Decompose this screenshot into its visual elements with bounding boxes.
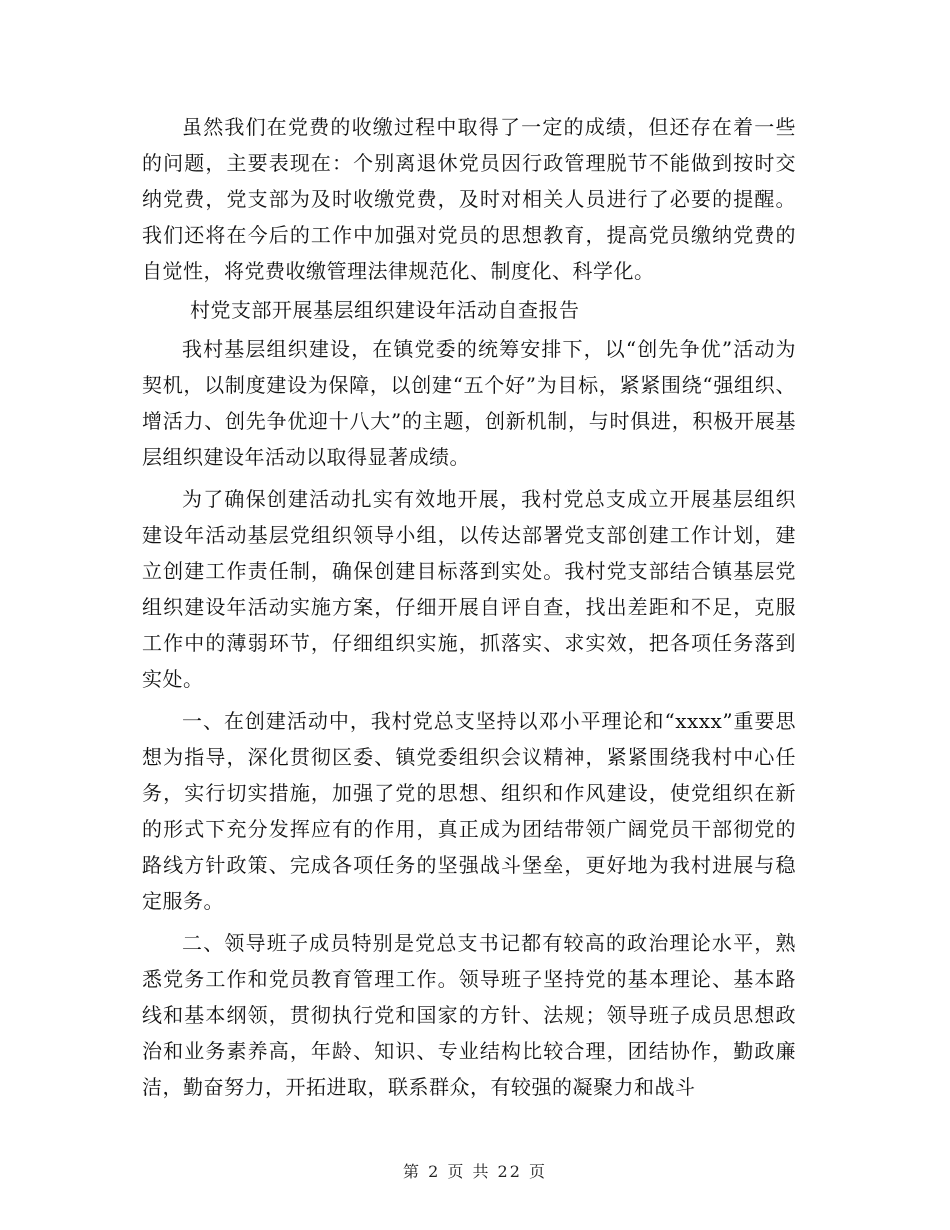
paragraph-item-two: 二、领导班子成员特别是党总支书记都有较高的政治理论水平，熟悉党务工作和党员教育管理工作。领导班子坚持党的基本理论、基本路线和基本纲领，贯彻执行党和国家的方针、法规；领导班子成员思想政治和业务素养高，年龄、知识、专业结构比较合理，团结协作，勤政廉洁，勤奋努力，开拓进取，联系群众，有较强的凝聚力和战斗 — [142, 931, 796, 1099]
paragraph-party-fee-issues: 虽然我们在党费的收缴过程中取得了一定的成绩，但还存在着一些的问题，主要表现在：个别离退休党员因行政管理脱节不能做到按时交纳党费，党支部为及时收缴党费，及时对相关人员进行了必要的提醒。我们还将在今后的工作中加强对党员的思想教育，提高党员缴纳党费的自觉性，将党费收缴管理法律规范化、制度化、科学化。 — [142, 115, 796, 283]
paragraph-item-one: 一、在创建活动中，我村党总支坚持以邓小平理论和“xxxx”重要思想为指导，深化贯彻区委、镇党委组织会议精神，紧紧围绕我村中心任务，实行切实措施，加强了党的思想、组织和作风建设，使党组织在新的形式下充分发挥应有的作用，真正成为团结带领广阔党员干部彻党的路线方针政策、完成各项任务的坚强战斗堡垒，更好地为我村进展与稳定服务。 — [142, 709, 796, 913]
report-heading: 村党支部开展基层组织建设年活动自查报告 — [190, 298, 580, 322]
page-number-footer: 第 2 页 共 22 页 — [403, 1162, 547, 1181]
document-body — [142, 109, 796, 1105]
paragraph-ensure-activity: 为了确保创建活动扎实有效地开展，我村党总支成立开展基层组织建设年活动基层党组织领导小组，以传达部署党支部创建工作计划，建立创建工作责任制，确保创建目标落到实处。我村党支部结合镇基层党组织建设年活动实施方案，仔细开展自评自查，找出差距和不足，克服工作中的薄弱环节，仔细组织实施，抓落实、求实效，把各项任务落到实处。 — [142, 487, 796, 691]
paragraph-organization-building: 我村基层组织建设，在镇党委的统筹安排下，以“创先争优”活动为契机，以制度建设为保障，以创建“五个好”为目标，紧紧围绕“强组织、增活力、创先争优迎十八大”的主题，创新机制，与时俱进，积极开展基层组织建设年活动以取得显著成绩。 — [142, 337, 796, 469]
